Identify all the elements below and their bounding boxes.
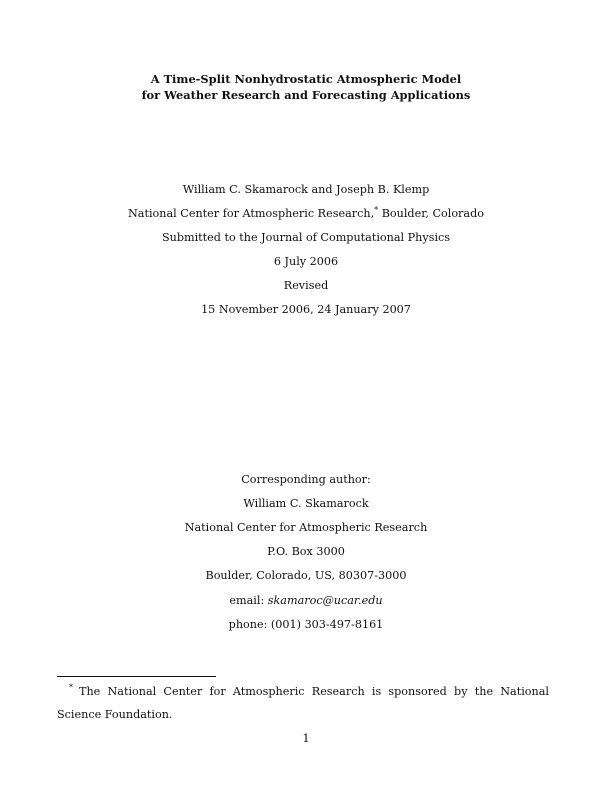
corresponding-po-box: P.O. Box 3000 bbox=[267, 545, 345, 558]
footnote bbox=[57, 680, 549, 726]
email-address[interactable]: skamaroc@ucar.edu bbox=[267, 594, 383, 607]
authors: William C. Skamarock and Joseph B. Klemp bbox=[182, 183, 430, 196]
revised-dates: 15 November 2006, 24 January 2007 bbox=[201, 303, 411, 316]
corresponding-address: Boulder, Colorado, US, 80307-3000 bbox=[205, 569, 407, 582]
affiliation-footnote-mark: * bbox=[374, 205, 379, 215]
corresponding-heading: Corresponding author: bbox=[241, 473, 371, 486]
corresponding-name: William C. Skamarock bbox=[243, 497, 369, 510]
submission-date: 6 July 2006 bbox=[273, 255, 339, 268]
affiliation bbox=[0, 207, 612, 221]
affiliation-name: National Center for Atmospheric Research, bbox=[128, 207, 375, 220]
affiliation-location: Boulder, Colorado bbox=[378, 207, 484, 220]
title-line-2: for Weather Research and Forecasting Applications bbox=[141, 88, 471, 102]
footnote-text: The National Center for Atmospheric Research is sponsored by the National Science Foundation. bbox=[57, 685, 549, 721]
submission-note: Submitted to the Journal of Computational Physics bbox=[161, 231, 451, 244]
email-label: email: bbox=[229, 594, 265, 607]
footnote-mark: * bbox=[69, 683, 73, 693]
footnote-rule bbox=[57, 676, 216, 677]
page-number: 1 bbox=[302, 732, 310, 745]
revised-label: Revised bbox=[283, 279, 329, 292]
corresponding-institution: National Center for Atmospheric Research bbox=[184, 521, 428, 534]
title-line-1: A Time-Split Nonhydrostatic Atmospheric Model bbox=[150, 72, 462, 86]
corresponding-phone: phone: (001) 303-497-8161 bbox=[228, 618, 384, 631]
corresponding-email bbox=[0, 594, 612, 608]
